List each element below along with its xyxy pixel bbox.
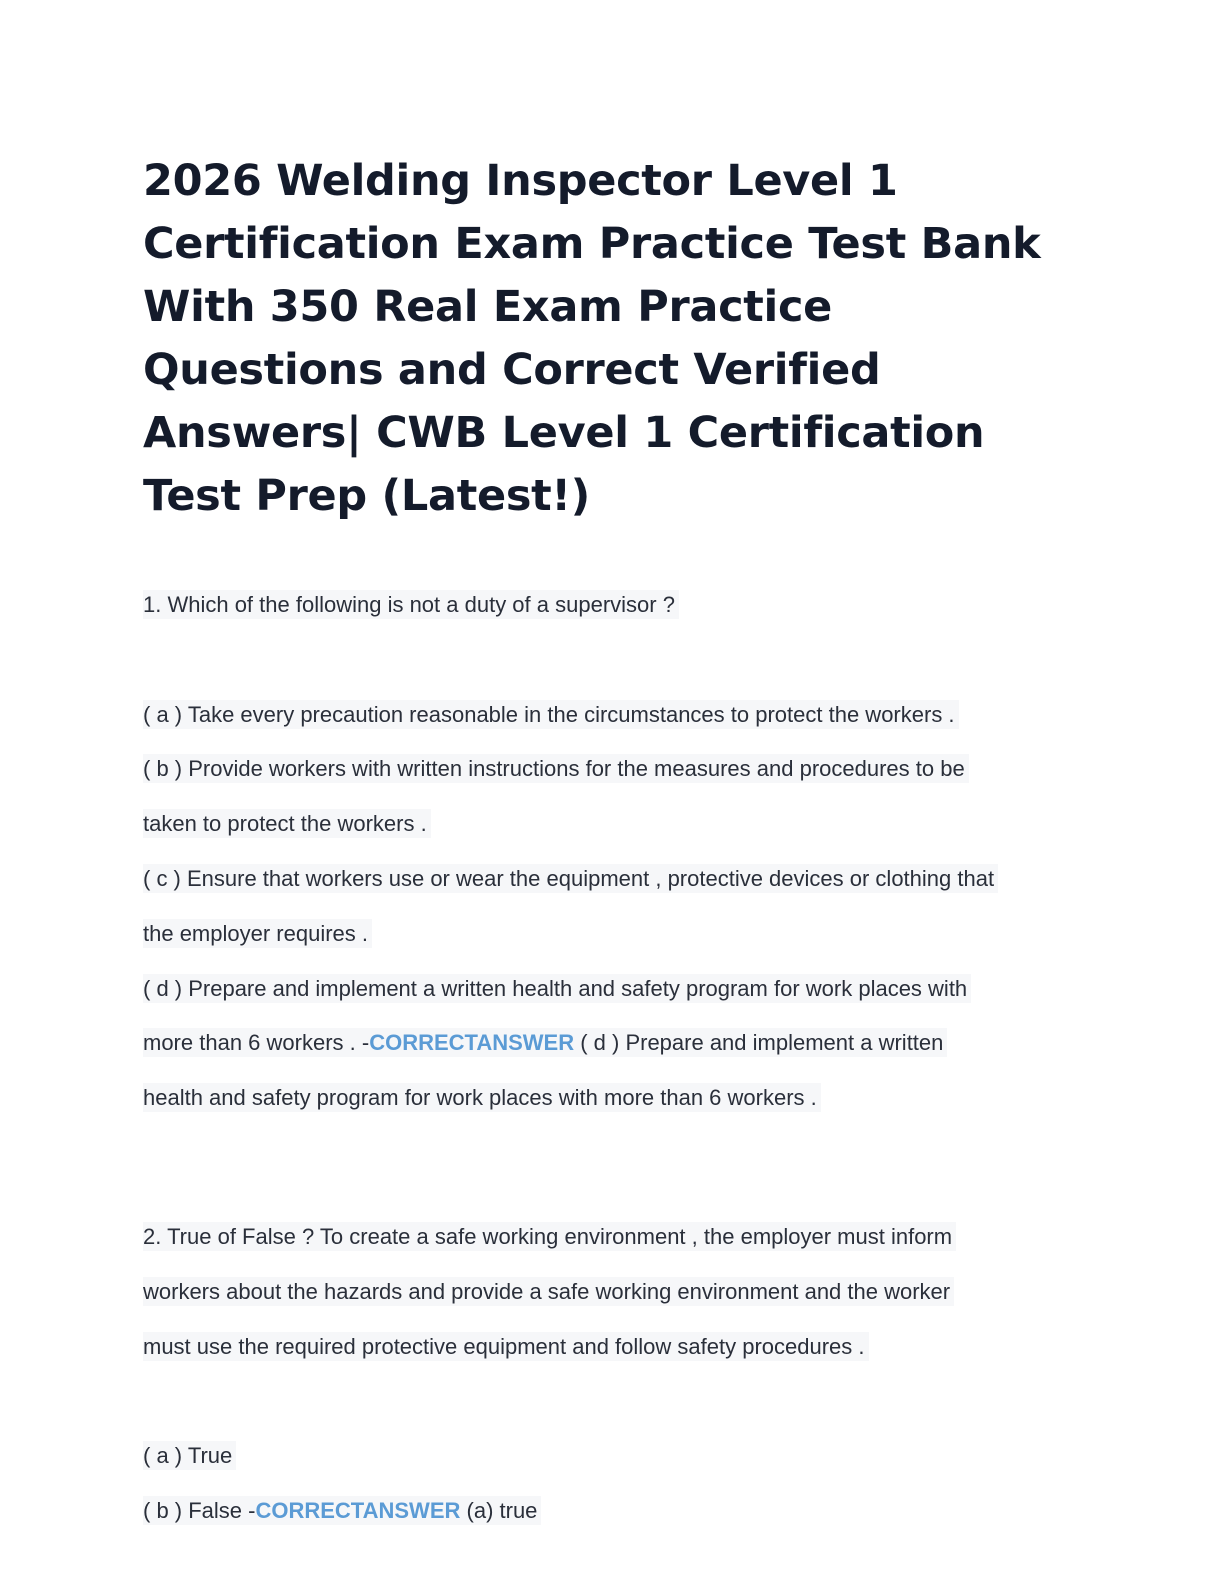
document-page bbox=[143, 150, 1083, 1539]
question-1-answer-text-line-2: health and safety program for work places with more than 6 workers . bbox=[143, 1083, 821, 1112]
question-1-answer-text: ( d ) Prepare and implement a written bbox=[574, 1030, 944, 1056]
question-1-option-d-line-1: ( d ) Prepare and implement a written health and safety program for work places with bbox=[143, 974, 971, 1003]
question-2-option-b: ( b ) False - bbox=[143, 1497, 256, 1523]
question-1-option-b-line-2: taken to protect the workers . bbox=[143, 809, 431, 838]
question-1-prompt: 1. Which of the following is not a duty of a supervisor ? bbox=[143, 590, 679, 619]
question-1-option-c-line-1: ( c ) Ensure that workers use or wear the equipment , protective devices or clothing that bbox=[143, 864, 998, 893]
question-1-option-c-line-2: the employer requires . bbox=[143, 919, 372, 948]
question-2-prompt-line-2: workers about the hazards and provide a safe working environment and the worker bbox=[143, 1277, 954, 1306]
question-2-answer-text: (a) true bbox=[460, 1497, 538, 1523]
question-1-option-b-line-1: ( b ) Provide workers with written instructions for the measures and procedures to be bbox=[143, 754, 969, 783]
question-2-option-a: ( a ) True bbox=[143, 1441, 236, 1470]
question-1-option-d-line-2: more than 6 workers . - bbox=[143, 1030, 370, 1056]
question-2-prompt-line-3: must use the required protective equipment and follow safety procedures . bbox=[143, 1332, 869, 1361]
question-1 bbox=[143, 578, 1083, 1126]
question-2-prompt-line-1: 2. True of False ? To create a safe working environment , the employer must inform bbox=[143, 1222, 956, 1251]
question-2 bbox=[143, 1210, 1083, 1539]
question-2-answer-line bbox=[143, 1496, 541, 1525]
correct-answer-label: CORRECTANSWER bbox=[255, 1497, 461, 1523]
correct-answer-label: CORRECTANSWER bbox=[369, 1030, 575, 1056]
document-title: 2026 Welding Inspector Level 1 Certification Exam Practice Test Bank With 350 Real Exam Practice Questions and Correct Verified Answers| CWB Level 1 Certification Test Prep (Latest!) bbox=[143, 156, 1041, 521]
question-1-option-a: ( a ) Take every precaution reasonable in the circumstances to protect the workers . bbox=[143, 700, 959, 729]
question-1-answer-line bbox=[143, 1028, 947, 1057]
